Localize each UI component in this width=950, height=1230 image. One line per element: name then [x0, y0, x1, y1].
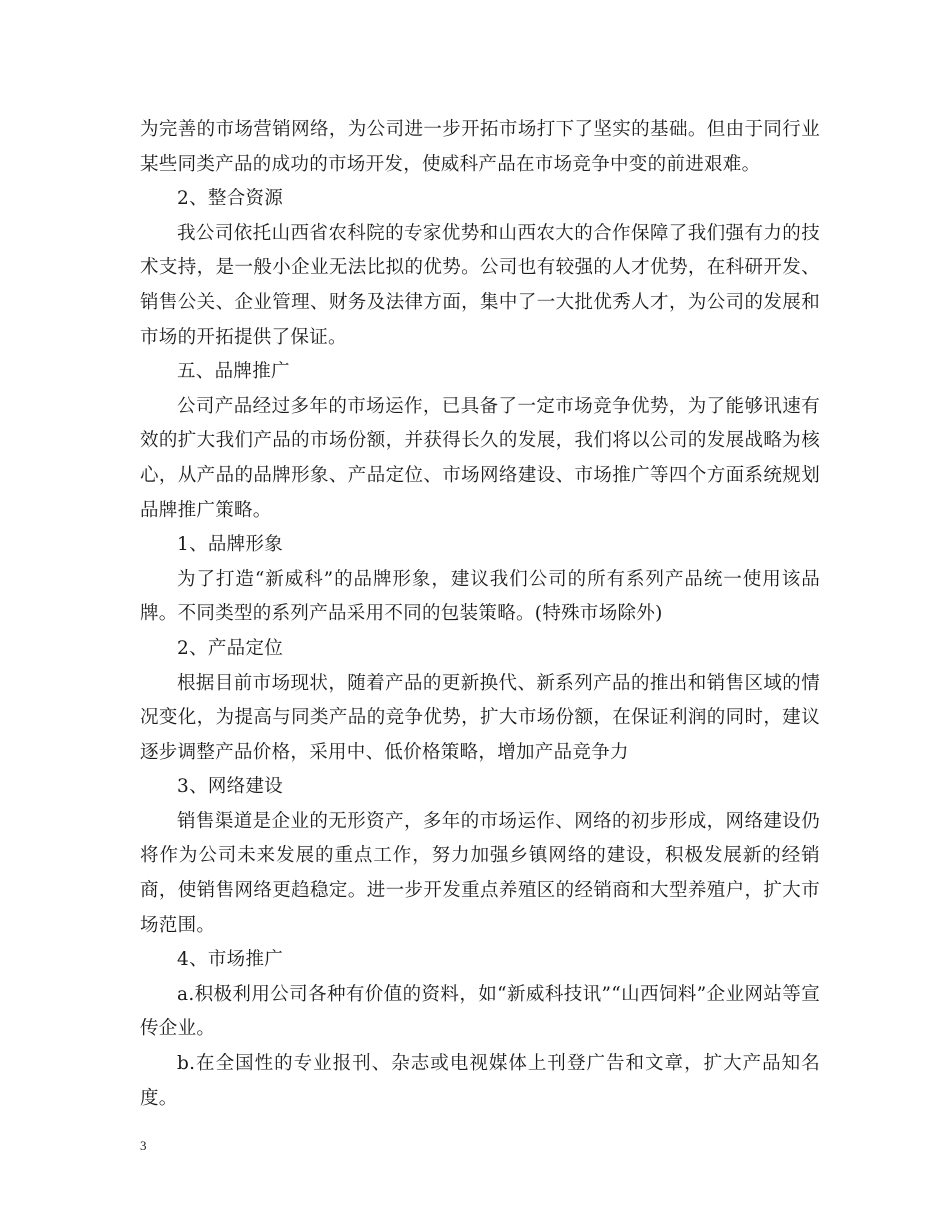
heading-integrate-resources: 2、整合资源: [177, 188, 284, 210]
paragraph-resources: 我公司依托山西省农科院的专家优势和山西农大的合作保障了我们强有力的技术支持，是一般小企业无法比拟的优势。公司也有较强的人才优势，在科研开发、销售公关、企业管理、财务及法律方面，集中了一大批优秀人才，为公司的发展和市场的开拓提供了保证。: [140, 222, 820, 348]
paragraph-promotion-item-b: b.在全国性的专业报刊、杂志或电视媒体上刊登广告和文章，扩大产品知名度。: [140, 1053, 820, 1109]
paragraph-brand-promotion: 公司产品经过多年的市场运作，已具备了一定市场竞争优势，为了能够讯速有效的扩大我们产品的市场份额，并获得长久的发展，我们将以公司的发展战略为核心，从产品的品牌形象、产品定位、市场网络建设、市场推广等四个方面系统规划品牌推广策略。: [140, 395, 820, 521]
paragraph-market-network: 为完善的市场营销网络，为公司进一步开拓市场打下了坚实的基础。但由于同行业某些同类产品的成功的市场开发，使威科产品在市场竞争中变的前进艰难。: [140, 119, 820, 175]
paragraph-promotion-item-a: a.积极利用公司各种有价值的资料，如“新威科技讯”“山西饲料”企业网站等宣传企业。: [140, 983, 820, 1040]
paragraph-brand-image: 为了打造“新威科”的品牌形象，建议我们公司的所有系列产品统一使用该品牌。不同类型的系列产品采用不同的包装策略。(特殊市场除外): [140, 568, 820, 625]
document-body: [140, 113, 820, 1116]
page-number: 3: [140, 1138, 147, 1153]
heading-product-positioning: 2、产品定位: [177, 637, 284, 659]
paragraph-network-building: 销售渠道是企业的无形资产，多年的市场运作、网络的初步形成，网络建设仍将作为公司未来发展的重点工作，努力加强乡镇网络的建设，积极发展新的经销商，使销售网络更趋稳定。进一步开发重点养殖区的经销商和大型养殖户，扩大市场范围。: [140, 810, 820, 936]
paragraph-product-positioning: 根据目前市场现状，随着产品的更新换代、新系列产品的推出和销售区域的情况变化，为提高与同类产品的竞争优势，扩大市场份额，在保证利润的同时，建议逐步调整产品价格，采用中、低价格策略，增加产品竞争力: [140, 672, 820, 763]
heading-network-building: 3、网络建设: [177, 776, 284, 798]
heading-brand-image: 1、品牌形象: [177, 534, 284, 556]
heading-brand-promotion: 五、品牌推广: [177, 361, 290, 383]
heading-market-promotion: 4、市场推广: [177, 949, 284, 971]
